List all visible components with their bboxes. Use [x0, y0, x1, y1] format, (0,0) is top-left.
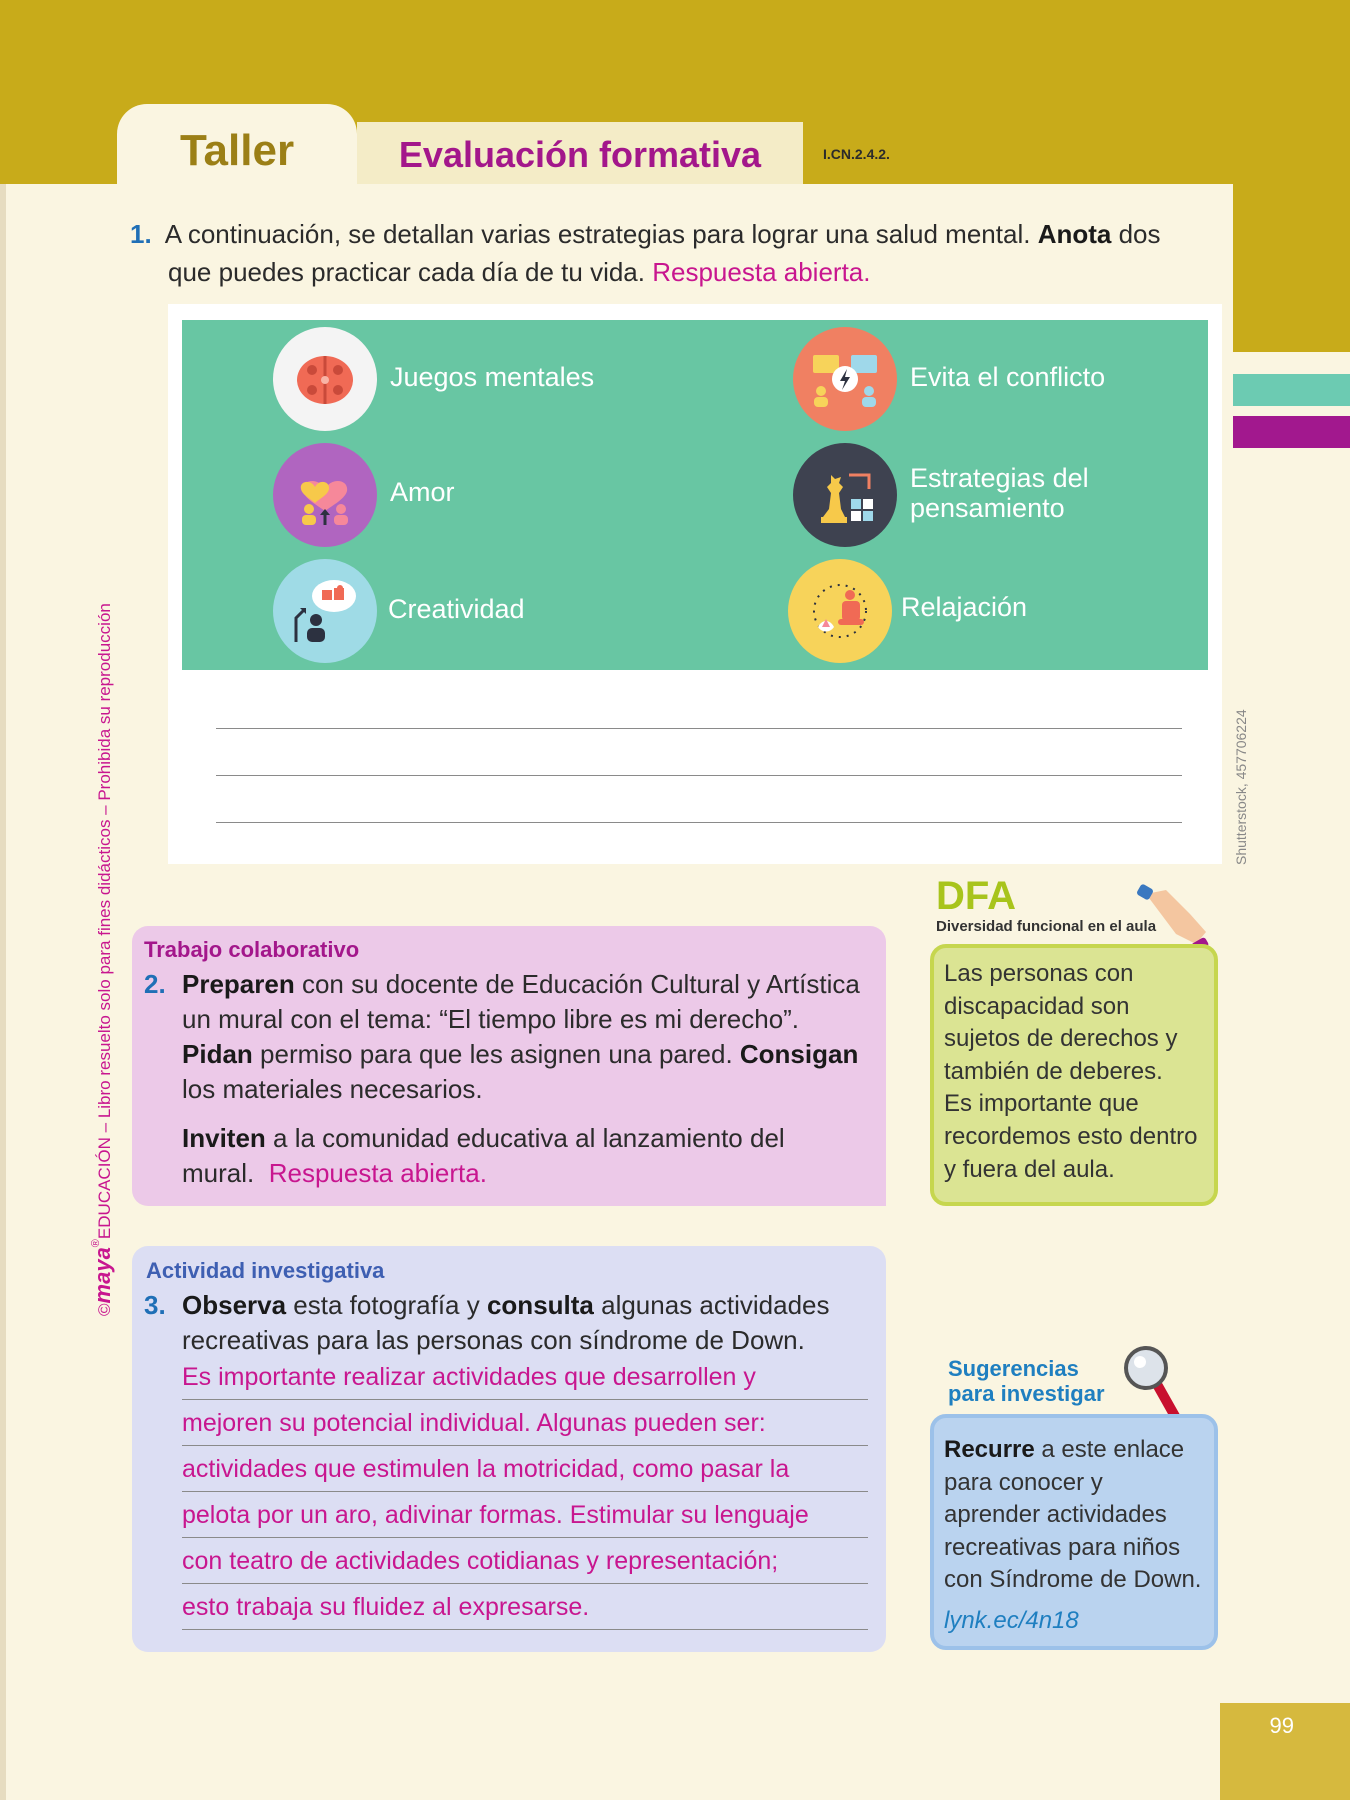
strategy-label: Juegos mentales — [390, 362, 595, 392]
question-1 — [130, 215, 1190, 291]
section-title: Trabajo colaborativo — [144, 937, 360, 962]
writing-line[interactable] — [216, 728, 1182, 729]
meditation-icon — [788, 559, 892, 663]
sugerencias-title-line: Sugerencias — [948, 1356, 1079, 1381]
question-verb: Inviten — [182, 1123, 266, 1153]
question-number: 1. — [130, 219, 152, 249]
section-title: Actividad investigativa — [146, 1258, 385, 1283]
teal-stripe — [1233, 374, 1350, 406]
answer-line[interactable]: con teatro de actividades cotidianas y representación; — [182, 1538, 868, 1584]
sugerencias-title-line: para investigar — [948, 1381, 1105, 1406]
dfa-title: DFA — [936, 874, 1016, 918]
strategy-label: Evita el conflicto — [910, 362, 1106, 392]
brain-icon — [273, 327, 377, 431]
question-text: con su docente de Educación Cultural y Artística — [294, 969, 860, 999]
sugerencias-line: para conocer y — [944, 1468, 1103, 1496]
page-number: 99 — [1269, 1713, 1294, 1738]
question-verb: Pidan — [182, 1039, 253, 1069]
chess-icon — [793, 443, 897, 547]
dfa-line: también de deberes. — [944, 1057, 1163, 1085]
question-number: 2. — [144, 969, 166, 999]
sugerencias-line: con Síndrome de Down. — [944, 1566, 1202, 1594]
answer-line[interactable]: actividades que estimulen la motricidad, como pasar la — [182, 1446, 868, 1492]
question-text: un mural con el tema: “El tiempo libre es mi derecho”. — [182, 1004, 800, 1034]
dfa-line: sujetos de derechos y — [944, 1025, 1178, 1053]
question-verb: Anota — [1037, 219, 1112, 249]
answer-text: Respuesta abierta. — [652, 257, 871, 287]
question-text: esta fotografía y — [286, 1290, 487, 1320]
sugerencias-line: aprender actividades — [944, 1501, 1167, 1529]
sugerencias-title — [948, 1356, 1105, 1406]
page-edge — [0, 0, 6, 1800]
answer-text: Respuesta abierta. — [268, 1158, 487, 1188]
question-text: algunas actividades — [593, 1290, 830, 1320]
magenta-stripe — [1233, 416, 1350, 448]
sugerencias-text — [944, 1434, 1214, 1597]
question-text: dos — [1118, 219, 1161, 249]
brand-logo: maya — [90, 1247, 115, 1304]
tab-evaluacion-label: Evaluación formativa — [398, 134, 762, 175]
answer-line[interactable]: mejoren su potencial individual. Algunas pueden ser: — [182, 1400, 868, 1446]
question-verb: Consigan — [739, 1039, 859, 1069]
writing-line[interactable] — [216, 775, 1182, 776]
answer-line[interactable]: pelota por un aro, adivinar formas. Estimular su lenguaje — [182, 1492, 868, 1538]
dfa-text — [944, 958, 1214, 1186]
dfa-line: discapacidad son — [944, 992, 1130, 1020]
strategy-label-line: Estrategias del — [910, 463, 1089, 493]
question-verb: Observa — [182, 1290, 287, 1320]
copyright-text: EDUCACIÓN – Libro resuelto solo para fines didácticos – Prohibida su reproducción — [95, 603, 114, 1240]
question-text: los materiales necesarios. — [182, 1074, 483, 1104]
strategy-label-line: pensamiento — [910, 493, 1065, 523]
strategy-label — [910, 463, 1089, 523]
sugerencias-link[interactable]: lynk.ec/4n18 — [944, 1607, 1079, 1634]
dfa-line: Es importante que — [944, 1090, 1139, 1118]
dfa-line: y fuera del aula. — [944, 1155, 1115, 1183]
answer-lines — [182, 1354, 868, 1630]
question-text: que puedes practicar cada día de tu vida. — [168, 257, 645, 287]
hearts-icon — [273, 443, 377, 547]
dfa-line: Las personas con — [944, 960, 1134, 987]
dfa-line: recordemos esto dentro — [944, 1122, 1198, 1150]
sugerencias-verb: Recurre — [944, 1436, 1035, 1463]
image-credit: Shutterstock, 457706224 — [1233, 709, 1249, 865]
sugerencias-line: a este enlace — [1034, 1436, 1185, 1463]
question-2 — [144, 967, 884, 1191]
conflict-icon — [793, 327, 897, 431]
question-verb: Preparen — [182, 969, 295, 999]
strategy-label: Amor — [390, 477, 455, 507]
question-text: recreativas para las personas con síndrome de Down. — [182, 1325, 805, 1355]
answer-line[interactable]: Es importante realizar actividades que desarrollen y — [182, 1354, 868, 1400]
question-text: mural. — [182, 1158, 255, 1188]
puzzle-idea-icon — [273, 559, 377, 663]
dfa-subtitle: Diversidad funcional en el aula — [936, 918, 1157, 935]
copyright-notice — [90, 603, 116, 1316]
question-number: 3. — [144, 1290, 166, 1320]
strategy-label: Creatividad — [388, 594, 525, 624]
tab-taller-label: Taller — [179, 126, 295, 175]
question-text: A continuación, se detallan varias estrategias para lograr una salud mental. — [164, 219, 1031, 249]
copyright-symbol: © — [95, 1303, 114, 1316]
question-3 — [144, 1288, 884, 1358]
question-verb: consulta — [486, 1290, 594, 1320]
registered-symbol: ® — [90, 1239, 102, 1248]
sugerencias-line: recreativas para niños — [944, 1533, 1181, 1561]
strategy-label: Relajación — [901, 592, 1028, 622]
writing-line[interactable] — [216, 822, 1182, 823]
question-text: permiso para que les asignen una pared. — [252, 1039, 740, 1069]
question-text: a la comunidad educativa al lanzamiento del — [265, 1123, 785, 1153]
right-band — [1233, 0, 1350, 352]
indicator-code: I.CN.2.4.2. — [823, 146, 890, 162]
answer-line[interactable]: esto trabaja su fluidez al expresarse. — [182, 1584, 868, 1630]
